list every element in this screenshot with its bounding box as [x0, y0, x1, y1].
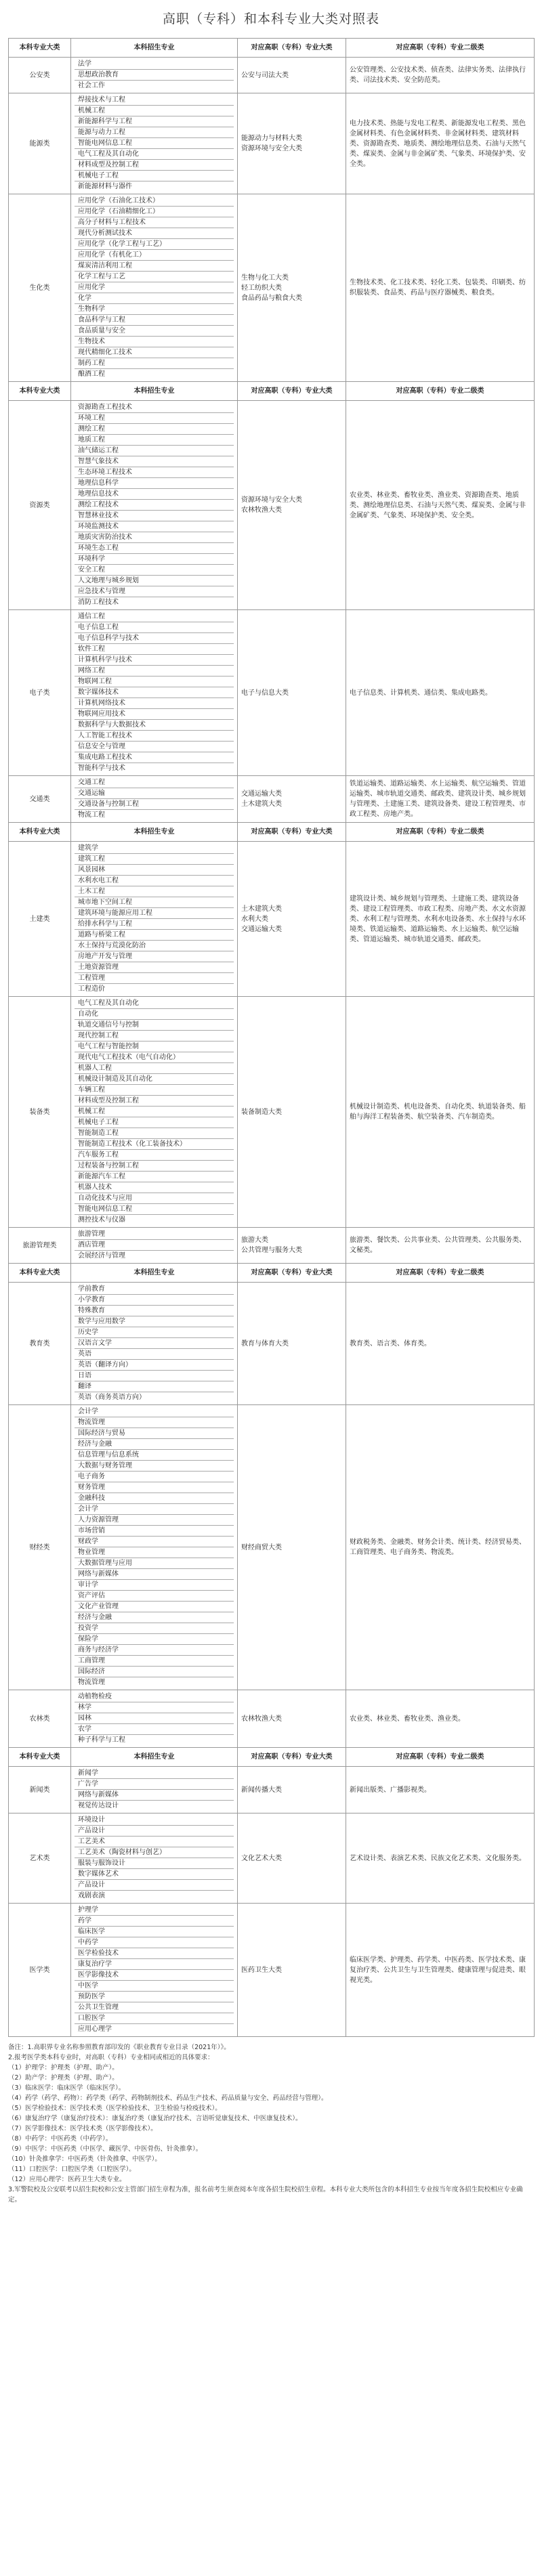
major-item: 会计学	[75, 1407, 234, 1417]
category-cell: 新闻类	[9, 1767, 71, 1813]
table-row	[9, 842, 535, 997]
major-item: 物联网应用技术	[75, 709, 234, 720]
category-cell: 旅游管理类	[9, 1228, 71, 1264]
vocational-subcategory-cell: 建筑设计类、城乡规划与管理类、土建施工类、建筑设备类、建设工程管理类、市政工程类、房地产类、水文水资源类、水利工程与管理类、水利水电设备类、水土保持与水环境类、铁道运输类、道路运输类、水上运输类、航空运输类、管道运输类、城市轨道交通类、邮政类。	[346, 842, 535, 997]
major-item: 网络工程	[75, 666, 234, 677]
vocational-subcategory-cell: 电子信息类、计算机类、通信类、集成电路类。	[346, 610, 535, 776]
major-item: 煤炭清洁利用工程	[75, 261, 234, 272]
major-item: 建筑工程	[75, 854, 234, 865]
major-item: 智能制造工程	[75, 1128, 234, 1139]
major-item: 应用心理学	[78, 2025, 112, 2033]
major-item: 网络与新媒体	[75, 1569, 234, 1580]
major-item: 中医学	[75, 1981, 234, 1992]
major-item: 人工智能工程技术	[75, 731, 234, 742]
major-item: 现代电气工程技术（电气自动化）	[75, 1052, 234, 1063]
major-item: 资产评估	[75, 1591, 234, 1602]
vocational-category-cell: 资源环境与安全大类 农林牧渔大类	[238, 401, 346, 610]
major-item: 物联网工程	[75, 677, 234, 687]
major-item: 现代控制工程	[75, 1031, 234, 1042]
vocational-subcategory-cell: 公安管理类、公安技术类、侦查类、法律实务类、法律执行类、司法技术类、安全防范类。	[346, 58, 535, 93]
major-item: 应用化学	[75, 282, 234, 293]
major-item: 建筑学	[75, 843, 234, 854]
major-item: 能源与动力工程	[75, 127, 234, 138]
major-item: 机器人工程	[75, 1063, 234, 1074]
major-item: 焊接技术与工程	[75, 95, 234, 106]
major-item: 轨道交通信号与控制	[75, 1020, 234, 1031]
header-vocational-subcategory: 对应高职（专科）专业二级类	[346, 823, 535, 842]
major-item: 机器人技术	[75, 1182, 234, 1193]
major-item: 经济与金融	[75, 1439, 234, 1450]
major-item: 翻译	[75, 1381, 234, 1392]
major-item: 农学	[75, 1724, 234, 1735]
major-item: 工艺美术	[75, 1837, 234, 1847]
vocational-category-cell: 电子与信息大类	[238, 610, 346, 776]
major-item: 电气工程及其自动化	[75, 998, 234, 1009]
major-item: 信息安全与管理	[75, 742, 234, 752]
notes-section	[8, 2042, 534, 2205]
major-item: 戏剧表演	[78, 1892, 105, 1899]
major-item: 应用化学（石油化工技术）	[75, 196, 234, 207]
table-row	[9, 610, 535, 776]
header-undergrad-major: 本科招生专业	[71, 823, 238, 842]
major-item: 动植物检疫	[75, 1692, 234, 1702]
vocational-category-cell: 能源动力与材料大类 资源环境与安全大类	[238, 93, 346, 194]
major-item: 物流管理	[75, 1417, 234, 1428]
major-item: 市场营销	[75, 1526, 234, 1537]
major-item: 人文地理与城乡规划	[75, 576, 234, 586]
major-item: 信息管理与信息系统	[75, 1450, 234, 1461]
major-item: 测绘工程	[75, 424, 234, 435]
vocational-category-cell: 文化艺术大类	[238, 1813, 346, 1904]
major-item: 会计学	[75, 1504, 234, 1515]
major-item: 商务与经济学	[75, 1645, 234, 1656]
major-item: 英语（商务英语方向）	[78, 1394, 146, 1401]
major-item: 电子信息科学与技术	[75, 633, 234, 644]
vocational-subcategory-cell: 旅游类、餐饮类、公共事业类、公共管理类、公共服务类、文秘类。	[346, 1228, 535, 1264]
major-item: 建筑环境与能源应用工程	[75, 908, 234, 919]
major-item: 电气工程及其自动化	[75, 149, 234, 160]
category-cell: 装备类	[9, 997, 71, 1228]
majors-cell	[71, 776, 238, 823]
vocational-subcategory-cell: 机械设计制造类、机电设备类、自动化类、轨道装备类、船舶与海洋工程装备类、航空装备类、汽车制造类。	[346, 997, 535, 1228]
major-item: 大数据管理与应用	[75, 1558, 234, 1569]
major-item: 产品设计	[75, 1826, 234, 1837]
major-item: 历史学	[75, 1327, 234, 1338]
header-undergrad-major: 本科招生专业	[71, 1748, 238, 1767]
major-item: 财务管理	[75, 1482, 234, 1493]
vocational-subcategory-cell: 教育类、语言类、体育类。	[346, 1283, 535, 1405]
header-vocational-category: 对应高职（专科）专业大类	[238, 39, 346, 58]
note-line: （2）助产学：护理类（护理、助产）。	[8, 2074, 119, 2082]
vocational-subcategory-cell: 艺术设计类、表演艺术类、民族文化艺术类、文化服务类。	[346, 1813, 535, 1904]
major-item: 口腔医学	[75, 2013, 234, 2024]
vocational-category-cell: 医药卫生大类	[238, 1904, 346, 2037]
major-item: 应急技术与管理	[75, 586, 234, 597]
vocational-subcategory-cell: 农业类、林业类、畜牧业类、渔业类。	[346, 1690, 535, 1748]
major-item: 新能源汽车工程	[75, 1172, 234, 1182]
major-item: 预防医学	[75, 1992, 234, 2002]
vocational-subcategory-cell: 农业类、林业类、畜牧业类、渔业类、资源勘查类、地质类、测绘地理信息类、石油与天然气类、煤炭类、金属与非金属矿类、气象类、环境保护类、安全类。	[346, 401, 535, 610]
major-item: 油气储运工程	[75, 446, 234, 456]
major-item: 药学	[75, 1916, 234, 1927]
note-line: （10）针灸推拿学：中医药类（针灸推拿、中医学）。	[8, 2155, 161, 2163]
major-item: 酿酒工程	[78, 370, 105, 378]
major-item: 车辆工程	[75, 1085, 234, 1096]
major-item: 林学	[75, 1702, 234, 1713]
vocational-category-cell: 财经商贸大类	[238, 1405, 346, 1690]
majors-cell	[71, 1767, 238, 1813]
category-cell: 公安类	[9, 58, 71, 93]
vocational-category-cell: 农林牧渔大类	[238, 1690, 346, 1748]
major-item: 日语	[75, 1371, 234, 1381]
note-line: （8）中药学：中医药类（中药学）。	[8, 2135, 112, 2143]
vocational-subcategory-cell: 临床医学类、护理类、药学类、中医药类、医学技术类、康复治疗类、公共卫生与卫生管理类、健康管理与促进类、眼视光类。	[346, 1904, 535, 2037]
major-item: 康复治疗学	[75, 1959, 234, 1970]
major-item: 视觉传达设计	[78, 1802, 119, 1809]
table-header-row	[9, 39, 535, 58]
table-header-row	[9, 1748, 535, 1767]
major-item: 临床医学	[75, 1927, 234, 1937]
category-cell: 农林类	[9, 1690, 71, 1748]
major-item: 审计学	[75, 1580, 234, 1591]
major-item: 材料成型及控制工程	[75, 1096, 234, 1107]
major-item: 机械设计制造及其自动化	[75, 1074, 234, 1085]
major-item: 资源勘查工程技术	[75, 402, 234, 413]
major-item: 种子科学与工程	[78, 1736, 125, 1744]
note-line: 3.军警院校及公安联考以招生院校和公安主管部门招生章程为准，报名前考生须查阅本年度各招生院校招生章程。本科专业大类所包含的本科招生专业按当年度各招生院校相应专业确定。	[8, 2186, 523, 2204]
major-item: 现代精细化工技术	[75, 347, 234, 358]
header-undergrad-category: 本科专业大类	[9, 382, 71, 401]
vocational-subcategory-cell: 铁道运输类、道路运输类、水上运输类、航空运输类、管道运输类、城市轨道交通类、邮政类、建筑设计类、城乡规划与管理类、土建施工类、建筑设备类、建设工程管理类、市政工程类、房地产类。	[346, 776, 535, 823]
major-item: 环境监测技术	[75, 521, 234, 532]
major-item: 文化产业管理	[75, 1602, 234, 1612]
major-item: 材料成型及控制工程	[75, 160, 234, 171]
header-vocational-subcategory: 对应高职（专科）专业二级类	[346, 1264, 535, 1283]
major-item: 环境生态工程	[75, 543, 234, 554]
table-row	[9, 93, 535, 194]
major-item: 工程造价	[78, 985, 105, 993]
major-item: 自动化	[75, 1009, 234, 1020]
major-item: 智能制造工程技术（化工装备技术）	[75, 1139, 234, 1150]
major-item: 工商管理	[75, 1656, 234, 1667]
major-item: 工程管理	[75, 973, 234, 984]
note-line: 备注：1.高职界专业名称参照教育部印发的《职业教育专业目录（2021年）》。	[8, 2044, 230, 2051]
major-item: 电子信息工程	[75, 622, 234, 633]
note-line: （6）康复治疗学（康复治疗技术）：康复治疗类（康复治疗技术、言语听觉康复技术、中医康复技术）。	[8, 2115, 302, 2122]
major-item: 特殊教育	[75, 1306, 234, 1316]
major-item: 工艺美术（陶瓷材料与创艺）	[75, 1847, 234, 1858]
major-item: 测绘工程技术	[75, 500, 234, 511]
major-item: 机械工程	[75, 106, 234, 116]
major-item: 机械电子工程	[75, 1117, 234, 1128]
major-item: 学前教育	[75, 1284, 234, 1295]
note-line: 2.报考医学类本科专业时，对高职（专科）专业相同或相近的具体要求：	[8, 2054, 214, 2061]
header-undergrad-category: 本科专业大类	[9, 39, 71, 58]
table-row	[9, 1283, 535, 1405]
header-vocational-category: 对应高职（专科）专业大类	[238, 1748, 346, 1767]
major-item: 保险学	[75, 1634, 234, 1645]
major-item: 经济与金融	[75, 1612, 234, 1623]
header-vocational-subcategory: 对应高职（专科）专业二级类	[346, 382, 535, 401]
major-item: 服装与服饰设计	[75, 1858, 234, 1869]
vocational-subcategory-cell: 生物技术类、化工技术类、轻化工类、包装类、印刷类、纺织服装类、食品类、药品与医疗器械类、粮食类。	[346, 194, 535, 382]
table-header-row	[9, 823, 535, 842]
major-item: 生物技术	[75, 337, 234, 347]
major-item: 交通工程	[75, 777, 234, 788]
major-item: 英语	[75, 1349, 234, 1360]
majors-cell	[71, 1283, 238, 1405]
major-item: 高分子材料与工程技术	[75, 217, 234, 228]
major-item: 小学教育	[75, 1295, 234, 1306]
category-cell: 艺术类	[9, 1813, 71, 1904]
major-item: 环境科学	[75, 554, 234, 565]
major-item: 水土保持与荒漠化防治	[75, 941, 234, 951]
major-item: 旅游管理	[75, 1229, 234, 1240]
majors-cell	[71, 93, 238, 194]
vocational-category-cell: 旅游大类 公共管理与服务大类	[238, 1228, 346, 1264]
header-undergrad-major: 本科招生专业	[71, 39, 238, 58]
major-item: 人力资源管理	[75, 1515, 234, 1526]
major-item: 智能电网信息工程	[75, 138, 234, 149]
page-title: 高职（专科）和本科专业大类对照表	[162, 12, 379, 26]
major-item: 软件工程	[75, 644, 234, 655]
majors-cell	[71, 194, 238, 382]
header-undergrad-category: 本科专业大类	[9, 1748, 71, 1767]
major-item: 法学	[75, 59, 234, 70]
note-line: （3）临床医学：临床医学（临床医学）。	[8, 2084, 125, 2092]
category-cell: 电子类	[9, 610, 71, 776]
major-item: 广告学	[75, 1779, 234, 1790]
table-row	[9, 1767, 535, 1813]
table-row	[9, 401, 535, 610]
major-item: 水利水电工程	[75, 876, 234, 886]
vocational-subcategory-cell: 财政税务类、金融类、财务会计类、统计类、经济贸易类、工商管理类、电子商务类、物流类。	[346, 1405, 535, 1690]
major-item: 测控技术与仪器	[78, 1216, 125, 1224]
major-item: 会展经济与管理	[78, 1252, 125, 1260]
major-item: 土地资源管理	[75, 962, 234, 973]
header-vocational-subcategory: 对应高职（专科）专业二级类	[346, 1748, 535, 1767]
category-cell: 能源类	[9, 93, 71, 194]
major-item: 通信工程	[75, 611, 234, 622]
major-item: 环境设计	[75, 1815, 234, 1826]
major-item: 大数据与财务管理	[75, 1461, 234, 1472]
major-item: 数字媒体艺术	[75, 1869, 234, 1880]
major-item: 数学与应用数学	[75, 1316, 234, 1327]
major-item: 物流管理	[78, 1679, 105, 1686]
major-item: 化学工程与工艺	[75, 272, 234, 282]
major-item: 地质工程	[75, 435, 234, 446]
majors-cell	[71, 610, 238, 776]
category-cell: 教育类	[9, 1283, 71, 1405]
major-item: 应用化学（化学工程与工艺）	[75, 239, 234, 250]
major-item: 社会工作	[78, 82, 105, 89]
note-line: （1）护理学：护理类（护理、助产）。	[8, 2064, 119, 2071]
major-item: 地理信息科学	[75, 478, 234, 489]
major-item: 国际经济	[75, 1667, 234, 1677]
majors-cell	[71, 58, 238, 93]
major-item: 给排水科学与工程	[75, 919, 234, 930]
major-item: 英语（翻译方向）	[75, 1360, 234, 1371]
vocational-category-cell: 土木建筑大类 水利大类 交通运输大类	[238, 842, 346, 997]
major-item: 过程装备与控制工程	[75, 1161, 234, 1172]
major-item: 酒店管理	[75, 1240, 234, 1251]
major-item: 新能源科学与工程	[75, 116, 234, 127]
major-item: 计算机网络技术	[75, 698, 234, 709]
major-item: 投资学	[75, 1623, 234, 1634]
major-item: 集成电路工程技术	[75, 752, 234, 763]
note-line: （7）医学影像技术：医学技术类（医学影像技术）。	[8, 2125, 157, 2132]
major-item: 安全工程	[75, 565, 234, 576]
major-item: 产品设计	[75, 1880, 234, 1891]
major-item: 自动化技术与应用	[75, 1193, 234, 1204]
major-item: 物业管理	[75, 1547, 234, 1558]
major-item: 电气工程与智能控制	[75, 1042, 234, 1052]
table-row	[9, 997, 535, 1228]
major-item: 土木工程	[75, 886, 234, 897]
major-item: 物流工程	[78, 811, 105, 819]
major-item: 交通运输	[75, 788, 234, 799]
vocational-category-cell: 交通运输大类 土木建筑大类	[238, 776, 346, 823]
header-undergrad-category: 本科专业大类	[9, 1264, 71, 1283]
major-item: 国际经济与贸易	[75, 1428, 234, 1439]
table-header-row	[9, 382, 535, 401]
vocational-category-cell: 新闻传播大类	[238, 1767, 346, 1813]
table-row	[9, 1904, 535, 2037]
major-item: 智能科学与技术	[78, 765, 125, 772]
major-item: 风景园林	[75, 865, 234, 876]
header-undergrad-category: 本科专业大类	[9, 823, 71, 842]
major-item: 生态环境工程技术	[75, 467, 234, 478]
major-item: 财政学	[75, 1537, 234, 1547]
major-item: 房地产开发与管理	[75, 951, 234, 962]
category-cell: 财经类	[9, 1405, 71, 1690]
major-item: 智慧气象技术	[75, 456, 234, 467]
vocational-subcategory-cell: 电力技术类、热能与发电工程类、新能源发电工程类、黑色金属材料类、有色金属材料类、非金属材料类、建筑材料类、资源勘查类、地质类、测绘地理信息类、石油与天然气类、煤炭类、金属与非金属矿类、气象类、环境保护类、安全类。	[346, 93, 535, 194]
majors-cell	[71, 842, 238, 997]
table-row	[9, 1228, 535, 1264]
major-item: 消防工程技术	[78, 599, 119, 606]
major-item: 电子商务	[75, 1472, 234, 1482]
major-item: 交通设备与控制工程	[75, 799, 234, 810]
major-item: 数据科学与大数据技术	[75, 720, 234, 731]
table-row	[9, 1405, 535, 1690]
major-item: 金融科技	[75, 1493, 234, 1504]
majors-cell	[71, 1690, 238, 1748]
comparison-table	[8, 38, 535, 2037]
majors-cell	[71, 1228, 238, 1264]
vocational-category-cell: 公安与司法大类	[238, 58, 346, 93]
major-item: 机械工程	[75, 1107, 234, 1117]
vocational-category-cell: 装备制造大类	[238, 997, 346, 1228]
note-line: （5）医学检验技术：医学技术类（医学检验技术、卫生检验与检疫技术）。	[8, 2105, 222, 2112]
major-item: 中药学	[75, 1937, 234, 1948]
major-item: 公共卫生管理	[75, 2002, 234, 2013]
major-item: 道路与桥梁工程	[75, 930, 234, 941]
table-row	[9, 776, 535, 823]
major-item: 思想政治教育	[75, 70, 234, 81]
major-item: 网络与新媒体	[75, 1790, 234, 1801]
table-header-row	[9, 1264, 535, 1283]
major-item: 计算机科学与技术	[75, 655, 234, 666]
majors-cell	[71, 1813, 238, 1904]
major-item: 智慧林业技术	[75, 511, 234, 521]
note-line: （12）应用心理学：医药卫生大类专业。	[8, 2176, 126, 2183]
majors-cell	[71, 997, 238, 1228]
major-item: 医学影像技术	[75, 1970, 234, 1981]
header-vocational-category: 对应高职（专科）专业大类	[238, 382, 346, 401]
category-cell: 生化类	[9, 194, 71, 382]
vocational-category-cell: 教育与体育大类	[238, 1283, 346, 1405]
major-item: 园林	[75, 1713, 234, 1724]
major-item: 生物科学	[75, 304, 234, 315]
header-undergrad-major: 本科招生专业	[71, 382, 238, 401]
major-item: 化学	[75, 293, 234, 304]
category-cell: 交通类	[9, 776, 71, 823]
category-cell: 资源类	[9, 401, 71, 610]
note-line: （9）中医学：中医药类（中医学、藏医学、中医骨伤、针灸推拿）。	[8, 2145, 203, 2153]
major-item: 新能源材料与器件	[78, 183, 132, 190]
major-item: 现代分析测试技术	[75, 228, 234, 239]
major-item: 环境工程	[75, 413, 234, 424]
header-undergrad-major: 本科招生专业	[71, 1264, 238, 1283]
major-item: 机械电子工程	[75, 171, 234, 181]
major-item: 护理学	[75, 1905, 234, 1916]
major-item: 应用化学（石油精细化工）	[75, 207, 234, 217]
table-row	[9, 1813, 535, 1904]
majors-cell	[71, 1904, 238, 2037]
header-vocational-category: 对应高职（专科）专业大类	[238, 823, 346, 842]
major-item: 应用化学（有机化工）	[75, 250, 234, 261]
major-item: 食品质量与安全	[75, 326, 234, 337]
table-row	[9, 1690, 535, 1748]
header-vocational-subcategory: 对应高职（专科）专业二级类	[346, 39, 535, 58]
major-item: 汉语言文学	[75, 1338, 234, 1349]
table-row	[9, 58, 535, 93]
vocational-subcategory-cell: 新闻出版类、广播影视类。	[346, 1767, 535, 1813]
major-item: 数字媒体技术	[75, 687, 234, 698]
major-item: 新闻学	[75, 1768, 234, 1779]
majors-cell	[71, 401, 238, 610]
major-item: 城市地下空间工程	[75, 897, 234, 908]
major-item: 医学检验技术	[75, 1948, 234, 1959]
vocational-category-cell: 生物与化工大类 轻工纺织大类 食品药品与粮食大类	[238, 194, 346, 382]
major-item: 汽车服务工程	[75, 1150, 234, 1161]
category-cell: 土建类	[9, 842, 71, 997]
table-row	[9, 194, 535, 382]
major-item: 智能电网信息工程	[75, 1204, 234, 1215]
major-item: 地质灾害防治技术	[75, 532, 234, 543]
major-item: 食品科学与工程	[75, 315, 234, 326]
note-line: （11）口腔医学：口腔医学类（口腔医学）。	[8, 2166, 136, 2173]
major-item: 地理信息技术	[75, 489, 234, 500]
note-line: （4）药学（药学、药物）：药学类（药学、药物制剂技术、药品生产技术、药品质量与安全、药品经营与管理）。	[8, 2095, 328, 2102]
majors-cell	[71, 1405, 238, 1690]
header-vocational-category: 对应高职（专科）专业大类	[238, 1264, 346, 1283]
category-cell: 医学类	[9, 1904, 71, 2037]
major-item: 制药工程	[75, 358, 234, 369]
